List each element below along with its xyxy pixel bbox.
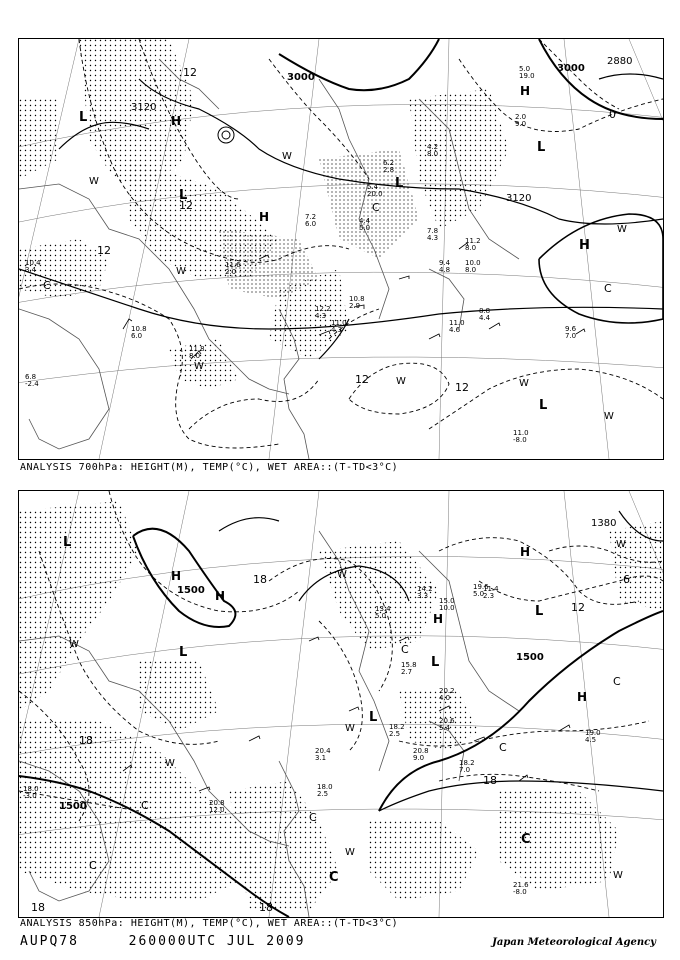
high-center-symbol: H: [171, 569, 182, 583]
station-plot: 19.6 5.0: [473, 583, 489, 598]
map-850hpa-canvas: [19, 491, 663, 917]
height-label: 1500: [59, 801, 87, 812]
temp-label: 0: [609, 108, 616, 121]
high-center-symbol: H: [579, 238, 590, 253]
temp-label: 12: [183, 66, 197, 79]
temp-label: 12: [455, 381, 469, 394]
closed-low-700: [218, 127, 234, 143]
warm-center-symbol: W: [69, 639, 79, 650]
cold-center-symbol: C: [43, 279, 51, 292]
low-center-symbol: L: [535, 604, 544, 619]
low-center-symbol: L: [79, 110, 88, 125]
station-plot: 20.2 4.0: [439, 687, 455, 702]
low-center-symbol: L: [179, 645, 188, 660]
low-center-symbol: L: [369, 710, 378, 725]
station-plot: 12.2 4.3: [315, 305, 331, 320]
low-center-symbol: L: [431, 655, 440, 670]
temp-label: 18: [79, 734, 93, 747]
height-label: 3000: [287, 72, 315, 83]
warm-center-symbol: W: [617, 224, 627, 235]
warm-center-symbol: W: [282, 151, 292, 162]
low-center-symbol: L: [537, 140, 546, 155]
station-plot: 9.6 7.0: [565, 325, 577, 340]
map-700hpa-canvas: [19, 39, 663, 459]
station-plot: 7.8 4.3: [427, 227, 439, 242]
station-plot: 15.8 2.7: [401, 661, 417, 676]
warm-center-symbol: W: [165, 758, 175, 769]
station-plot: 4.4 5.0: [359, 217, 371, 232]
cold-center-symbol: C: [613, 675, 621, 688]
station-plot: 5.4 20.0: [367, 183, 383, 198]
warm-center-symbol: W: [345, 847, 355, 858]
temp-label: 18: [483, 774, 497, 787]
station-plot: 11.0 4.3: [331, 319, 347, 334]
temp-label: 18: [253, 573, 267, 586]
cold-center-symbol: C: [604, 282, 612, 295]
warm-center-symbol: W: [345, 723, 355, 734]
height-label: 1380: [591, 518, 617, 529]
chart-datetime: 260000UTC JUL 2009: [128, 934, 306, 949]
station-plot: 18.2 7.0: [459, 759, 475, 774]
station-plot: 10.8 2.9: [349, 295, 365, 310]
temp-label: 6: [623, 573, 630, 586]
warm-center-symbol: W: [194, 361, 204, 372]
station-plot: 4.2 8.0: [427, 143, 439, 158]
warm-center-symbol: W: [616, 539, 626, 550]
station-plot: 20.8 9.0: [413, 747, 429, 762]
station-plot: 6.2 2.8: [383, 159, 395, 174]
station-plot: 10.0 8.0: [465, 259, 481, 274]
agency-name: Japan Meteorological Agency: [492, 937, 656, 948]
low-center-symbol: C: [521, 832, 531, 847]
temp-label: 12: [97, 244, 111, 257]
high-center-symbol: H: [520, 545, 531, 559]
map-panel-700hpa: [18, 38, 664, 460]
station-plot: 19.0 4.5: [585, 729, 601, 744]
warm-center-symbol: W: [176, 266, 186, 277]
caption-850hpa: ANALYSIS 850hPa: HEIGHT(M), TEMP(°C), WET AREA::(T-TD<3°C): [20, 918, 399, 929]
high-center-symbol: H: [171, 114, 182, 128]
station-plot: 15.0 10.0: [439, 597, 455, 612]
height-label: 1500: [177, 585, 205, 596]
station-plot: 5.0 19.0: [519, 65, 535, 80]
map-panel-850hpa: [18, 490, 664, 918]
low-center-symbol: L: [395, 176, 404, 191]
station-plot: 18.0 2.5: [317, 783, 333, 798]
warm-center-symbol: W: [396, 376, 406, 387]
station-plot: 18.0 -3.0: [23, 785, 39, 800]
height-label: 1500: [516, 652, 544, 663]
station-plot: 11.4 2.3: [483, 585, 499, 600]
caption-700hpa: ANALYSIS 700hPa: HEIGHT(M), TEMP(°C), WET AREA::(T-TD<3°C): [20, 462, 399, 473]
warm-center-symbol: W: [613, 870, 623, 881]
low-center-symbol: L: [179, 188, 188, 203]
low-center-symbol: L: [539, 398, 548, 413]
station-plot: 20.8 12.0: [209, 799, 225, 814]
height-label: 3120: [506, 193, 532, 204]
station-plot: 20.4 3.1: [315, 747, 331, 762]
chart-identifier: [20, 934, 306, 949]
station-plot: 7.2 6.0: [305, 213, 317, 228]
height-label: 3120: [131, 102, 157, 113]
warm-center-symbol: W: [519, 378, 529, 389]
temp-label: 12: [571, 601, 585, 614]
temp-label: 12: [355, 373, 369, 386]
high-center-symbol: H: [259, 210, 270, 224]
high-center-symbol: H: [433, 612, 444, 626]
station-plot: 11.2 8.0: [465, 237, 481, 252]
cold-center-symbol: C: [372, 201, 380, 214]
station-plot: 11.0 4.6: [449, 319, 465, 334]
station-plot: 11.0 -8.0: [513, 429, 529, 444]
temp-label: 12: [179, 199, 193, 212]
station-plot: 11.8 8.0: [189, 345, 205, 360]
low-center-symbol: L: [63, 535, 72, 550]
height-label: 2880: [607, 56, 633, 67]
cold-center-symbol: C: [309, 811, 317, 824]
wet-area-stipple: [19, 501, 663, 911]
station-plot: 2.0 9.0: [515, 113, 527, 128]
station-plot: 21.6 -8.0: [513, 881, 529, 896]
warm-center-symbol: W: [604, 411, 614, 422]
high-center-symbol: H: [520, 84, 531, 98]
temp-label: 18: [31, 901, 45, 914]
high-center-symbol: H: [577, 690, 588, 704]
station-plot: 20.6 5.4: [439, 717, 455, 732]
cold-center-symbol: C: [89, 859, 97, 872]
station-plot: 6.8 -2.4: [25, 373, 39, 388]
temp-label: 18: [259, 901, 273, 914]
station-plot: 13.4 5.0: [375, 605, 391, 620]
height-label: 3000: [557, 63, 585, 74]
station-plot: 11.6 2.0: [225, 261, 241, 276]
station-plot: 9.4 4.8: [439, 259, 451, 274]
cold-center-symbol: C: [401, 643, 409, 656]
station-plot: 14.2 3.3: [417, 585, 433, 600]
low-center-symbol: C: [329, 870, 339, 885]
cold-center-symbol: C: [141, 799, 149, 812]
station-plot: 18.2 2.5: [389, 723, 405, 738]
warm-center-symbol: W: [89, 176, 99, 187]
warm-center-symbol: W: [337, 569, 347, 580]
station-plot: 10.4 3.4: [25, 259, 41, 274]
high-center-symbol: H: [215, 589, 226, 603]
chart-code: AUPQ78: [20, 934, 79, 949]
station-plot: 10.8 6.0: [131, 325, 147, 340]
station-plot: 8.8 4.4: [479, 307, 491, 322]
cold-center-symbol: C: [499, 741, 507, 754]
